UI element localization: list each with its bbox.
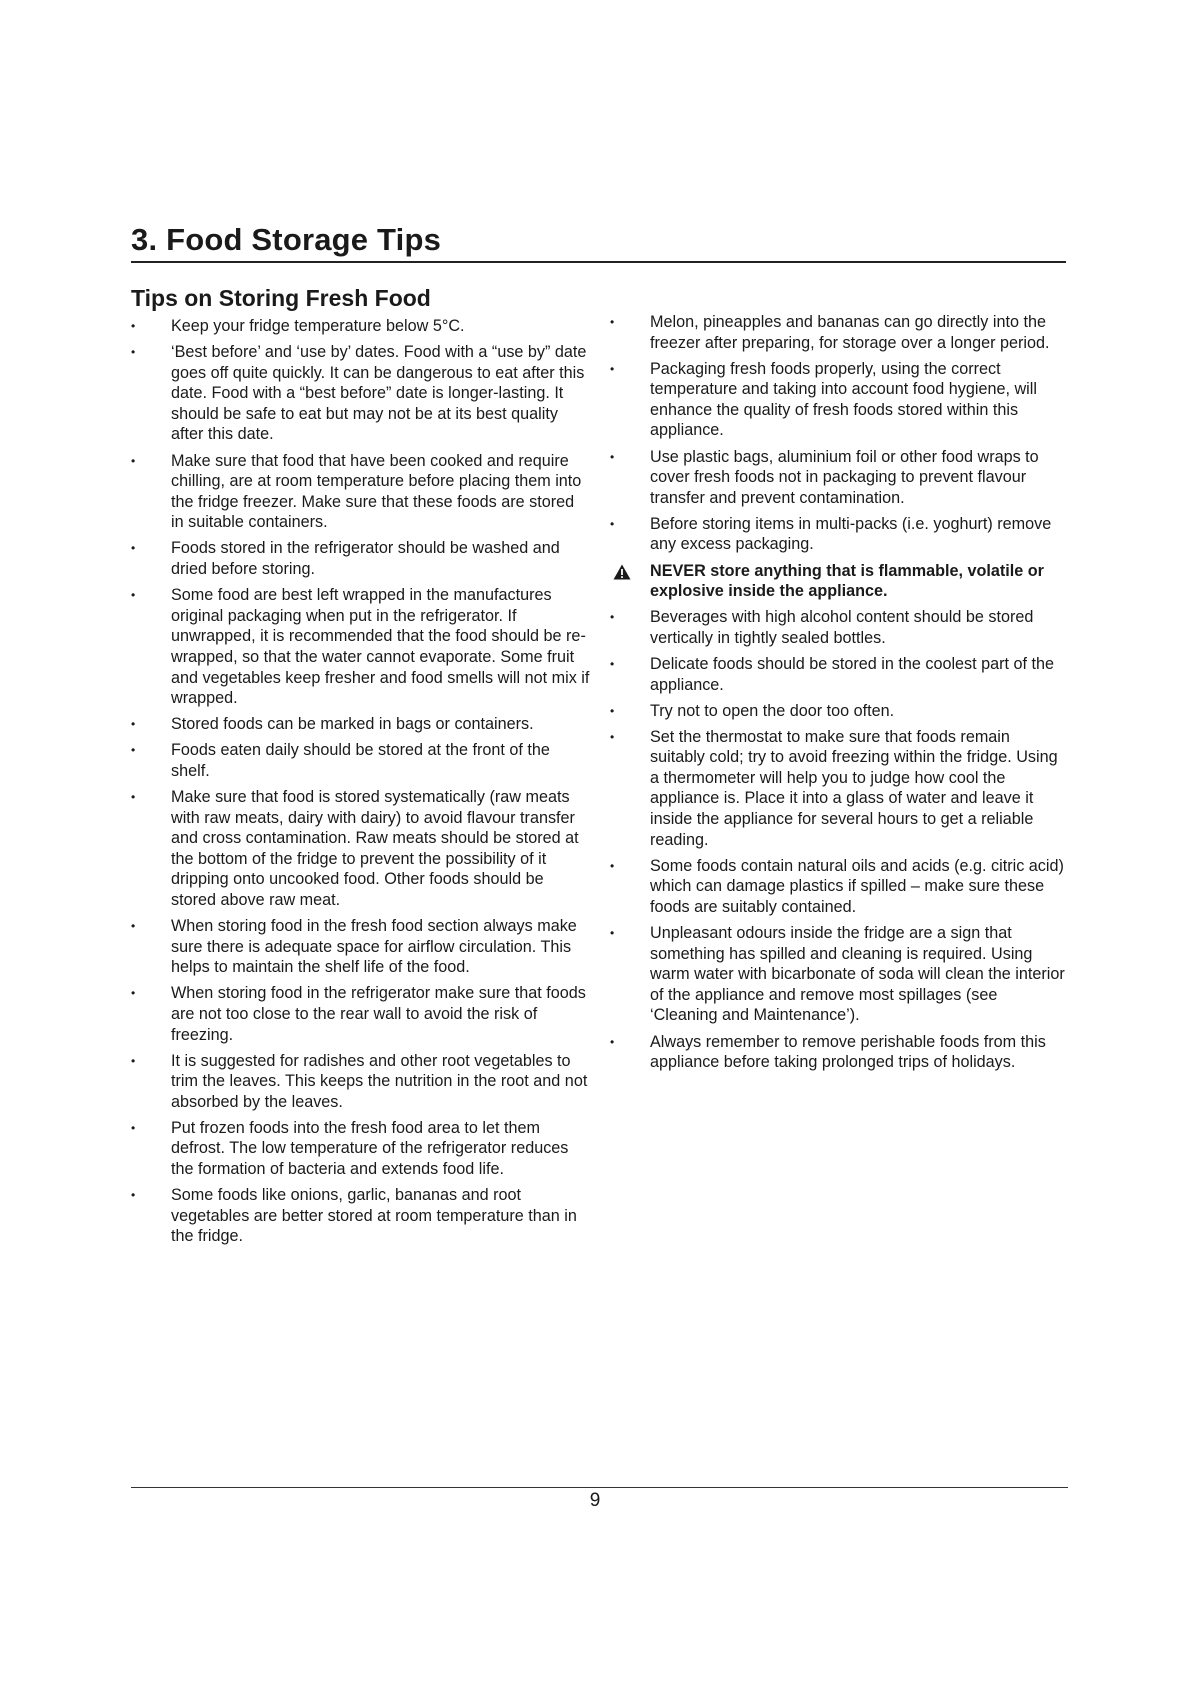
tip-text: Keep your fridge temperature below 5°C. — [171, 317, 465, 335]
list-item — [610, 654, 1068, 695]
tip-text: It is suggested for radishes and other root vegetables to trim the leaves. This keeps the nutrition in the root and not absorbed by the leaves. — [171, 1051, 588, 1111]
bullet-icon: • — [131, 789, 136, 804]
tip-text: Delicate foods should be stored in the coolest part of the appliance. — [650, 654, 1055, 694]
list-item — [131, 983, 591, 1045]
list-item — [131, 342, 591, 445]
tip-text: Make sure that food is stored systematically (raw meats with raw meats, dairy with dairy) to avoid flavour transfer and cross contamination. Raw meats should be stored at the bottom of the fridge to prevent the possibility of it dripping onto uncooked food. Other foods should be stored above raw meat. — [171, 787, 579, 909]
list-item — [610, 447, 1068, 509]
list-item — [610, 727, 1068, 851]
bullet-icon: • — [610, 926, 615, 941]
list-item — [610, 359, 1068, 441]
list-item — [610, 514, 1068, 555]
list-item — [131, 714, 591, 735]
tip-text: Unpleasant odours inside the fridge are a sign that something has spilled and cleaning is required. Using warm water with bicarbonate of soda will clean the interior of the appliance and remove most spillages (see ‘Cleaning and Maintenance’). — [650, 924, 1065, 1025]
bullet-icon: • — [610, 610, 615, 625]
bullet-icon: • — [131, 345, 136, 360]
bullet-icon: • — [131, 541, 136, 556]
bullet-icon: • — [131, 986, 136, 1001]
footer-divider — [131, 1487, 1068, 1488]
list-item — [131, 916, 591, 978]
tip-text: Before storing items in multi-packs (i.e. yoghurt) remove any excess packaging. — [650, 514, 1052, 554]
list-item — [131, 787, 591, 911]
bullet-icon: • — [131, 453, 136, 468]
list-item — [610, 856, 1068, 918]
bullet-icon: • — [131, 319, 136, 333]
list-item — [131, 451, 591, 533]
tip-text: Set the thermostat to make sure that foods remain suitably cold; try to avoid freezing within the fridge. Using a thermometer will help you to judge how cool the appliance is. Place it into a glass of water and leave it inside the appliance for several hours to get a reliable reading. — [650, 727, 1058, 849]
tip-text: ‘Best before’ and ‘use by’ dates. Food with a “use by” date goes off quite quickly. It can be dangerous to eat after this date. Food with a “best before” date is longer-lasting. It should be safe to eat but may not be at its best quality after this date. — [171, 343, 587, 444]
page-number: 9 — [589, 1490, 601, 1511]
bullet-icon: • — [610, 656, 615, 671]
bullet-icon: • — [610, 516, 615, 531]
bullet-icon: • — [610, 361, 615, 376]
bullet-icon: • — [131, 919, 136, 934]
bullet-icon: • — [610, 1034, 615, 1049]
warning-triangle-icon — [613, 564, 631, 580]
tip-text: Melon, pineapples and bananas can go directly into the freezer after preparing, for storage over a longer period. — [650, 313, 1050, 352]
tip-text: Some foods like onions, garlic, bananas and root vegetables are better stored at room temperature than in the fridge. — [171, 1186, 577, 1246]
tip-text: Packaging fresh foods properly, using the correct temperature and taking into account food hygiene, will enhance the quality of fresh foods stored within this appliance. — [650, 359, 1037, 440]
section-heading: Tips on Storing Fresh Food — [131, 285, 431, 311]
bullet-icon: • — [131, 588, 136, 603]
list-item — [610, 923, 1068, 1026]
tip-text: Foods stored in the refrigerator should be washed and dried before storing. — [171, 539, 560, 579]
list-item — [131, 1185, 591, 1247]
tip-text: Make sure that food that have been cooked and require chilling, are at room temperature before placing them into the fridge freezer. Make sure that these foods are stored in suitable containers. — [171, 451, 582, 532]
bullet-icon: • — [610, 703, 615, 718]
bullet-icon: • — [610, 729, 615, 744]
list-item — [610, 1032, 1068, 1073]
bullet-icon: • — [131, 1188, 136, 1203]
warning-text: NEVER store anything that is flammable, volatile or explosive inside the appliance. — [650, 561, 1044, 601]
list-item — [610, 607, 1068, 648]
tip-text: Some food are best left wrapped in the manufactures original packaging when put in the refrigerator. If unwrapped, it is recommended that the food should be re-wrapped, so that the water cannot evaporate. Some fruit and vegetables keep fresher and food smells will not mix if wrapped. — [171, 586, 590, 708]
page-title: 3. Food Storage Tips — [131, 222, 442, 257]
bullet-icon: • — [131, 1053, 136, 1068]
bullet-icon: • — [131, 717, 136, 732]
list-item — [610, 312, 1068, 353]
right-tips-column — [610, 312, 1068, 1078]
tip-text: Beverages with high alcohol content should be stored vertically in tightly sealed bottles. — [650, 608, 1034, 647]
list-item — [131, 538, 591, 579]
tip-text: Try not to open the door too often. — [650, 701, 895, 720]
left-tips-column — [131, 316, 591, 1252]
list-item — [610, 701, 1068, 722]
list-item — [131, 740, 591, 781]
list-item — [131, 585, 591, 709]
list-item — [131, 1118, 591, 1180]
tip-text: Use plastic bags, aluminium foil or other food wraps to cover fresh foods not in packaging to prevent flavour transfer and prevent contamination. — [650, 447, 1039, 507]
bullet-icon: • — [610, 858, 615, 873]
warning-item — [610, 561, 1068, 602]
list-item — [131, 1051, 591, 1113]
tip-text: Foods eaten daily should be stored at the front of the shelf. — [171, 741, 550, 780]
bullet-icon: • — [131, 1120, 136, 1135]
tip-text: Some foods contain natural oils and acids (e.g. citric acid) which can damage plastics if spilled – make sure these foods are suitably contained. — [650, 856, 1064, 916]
tip-text: When storing food in the refrigerator make sure that foods are not too close to the rear wall to avoid the risk of freezing. — [171, 984, 586, 1044]
tip-text: Always remember to remove perishable foods from this appliance before taking prolonged trips of holidays. — [650, 1032, 1046, 1072]
title-divider — [131, 261, 1066, 263]
list-item — [131, 316, 591, 337]
tip-text: Stored foods can be marked in bags or containers. — [171, 715, 534, 734]
bullet-icon: • — [610, 315, 615, 329]
tip-text: Put frozen foods into the fresh food area to let them defrost. The low temperature of the refrigerator reduces the formation of bacteria and extends food life. — [171, 1118, 569, 1179]
bullet-icon: • — [610, 449, 615, 464]
bullet-icon: • — [131, 743, 136, 758]
tip-text: When storing food in the fresh food section always make sure there is adequate space for airflow circulation. This helps to maintain the shelf life of the food. — [171, 917, 577, 977]
